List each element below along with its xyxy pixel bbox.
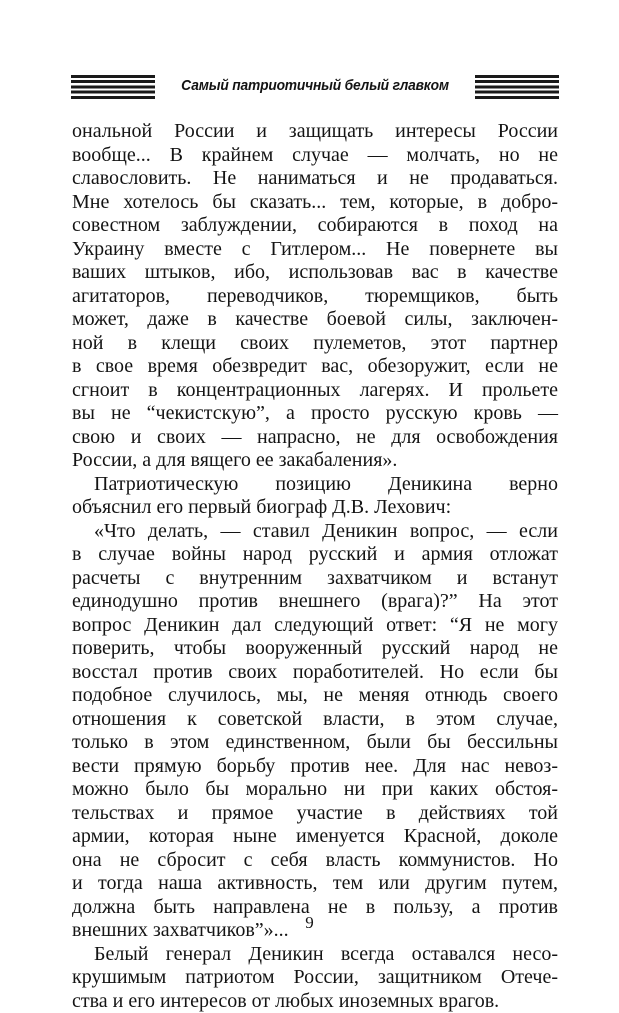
text-line: Белый генерал Деникин всегда оставался несо- — [72, 943, 558, 967]
text-line: она не сбросит с себя власть коммунистов. Но — [72, 849, 558, 873]
text-line: восстал против своих поработителей. Но если бы — [72, 661, 558, 685]
header-stripes-left — [71, 75, 155, 101]
running-title: Самый патриотичный белый главком — [177, 77, 453, 94]
text-line: агитаторов, переводчиков, тюремщиков, быть — [72, 285, 558, 309]
text-line: вопрос Деникин дал следующий ответ: “Я не могу — [72, 614, 558, 638]
text-line: отношения к советской власти, в этом случае, — [72, 708, 558, 732]
text-line: и тогда наша активность, тем или другим путем, — [72, 872, 558, 896]
text-line: ваших штыков, ибо, использовав вас в качестве — [72, 261, 558, 285]
text-line: ства и его интересов от любых иноземных врагов. — [72, 990, 558, 1013]
header-stripes-right — [475, 75, 559, 101]
text-line: вообще... В крайнем случае — молчать, но не — [72, 144, 558, 168]
text-line: тельствах и прямое участие в действиях той — [72, 802, 558, 826]
text-line: только в этом единственном, были бы бессильны — [72, 731, 558, 755]
text-line: расчеты с внутренним захватчиком и встанут — [72, 567, 558, 591]
text-line: подобное случилось, мы, не меняя отнюдь своего — [72, 684, 558, 708]
text-line: армии, которая ныне именуется Красной, доколе — [72, 825, 558, 849]
text-line: ной в клещи своих пулеметов, этот партнер — [72, 332, 558, 356]
text-line: внешних захватчиков”»... — [72, 919, 558, 943]
text-line: может, даже в качестве боевой силы, заключен- — [72, 308, 558, 332]
text-line: сгноит в концентрационных лагерях. И прольете — [72, 379, 558, 403]
text-line: поверить, чтобы вооруженный русский народ не — [72, 637, 558, 661]
running-header — [71, 73, 559, 103]
text-line: ональной России и защищать интересы России — [72, 120, 558, 144]
page-number: 9 — [0, 913, 619, 933]
text-line: объяснил его первый биограф Д.В. Лехович: — [72, 496, 558, 520]
text-line: свою и своих — напрасно, не для освобождения — [72, 426, 558, 450]
text-line: Украину вместе с Гитлером... Не повернете вы — [72, 238, 558, 262]
text-line: должна быть направлена не в пользу, а против — [72, 896, 558, 920]
text-line: славословить. Не наниматься и не продаваться. — [72, 167, 558, 191]
text-line: в случае войны народ русский и армия отложат — [72, 543, 558, 567]
text-line: единодушно против внешнего (врага)?” На этот — [72, 590, 558, 614]
body-text — [72, 120, 558, 1013]
text-line: в свое время обезвредит вас, обезоружит, если не — [72, 355, 558, 379]
text-line: Патриотическую позицию Деникина верно — [72, 473, 558, 497]
text-line: вы не “чекистскую”, а просто русскую кровь — — [72, 402, 558, 426]
text-line: России, а для вящего ее закабаления». — [72, 449, 558, 473]
text-line: «Что делать, — ставил Деникин вопрос, — если — [72, 520, 558, 544]
text-line: можно было бы морально ни при каких обстоя- — [72, 778, 558, 802]
text-line: вести прямую борьбу против нее. Для нас невоз- — [72, 755, 558, 779]
text-line: Мне хотелось бы сказать... тем, которые, в добро- — [72, 191, 558, 215]
text-line: совестном заблуждении, собираются в поход на — [72, 214, 558, 238]
text-line: крушимым патриотом России, защитником Отече- — [72, 966, 558, 990]
